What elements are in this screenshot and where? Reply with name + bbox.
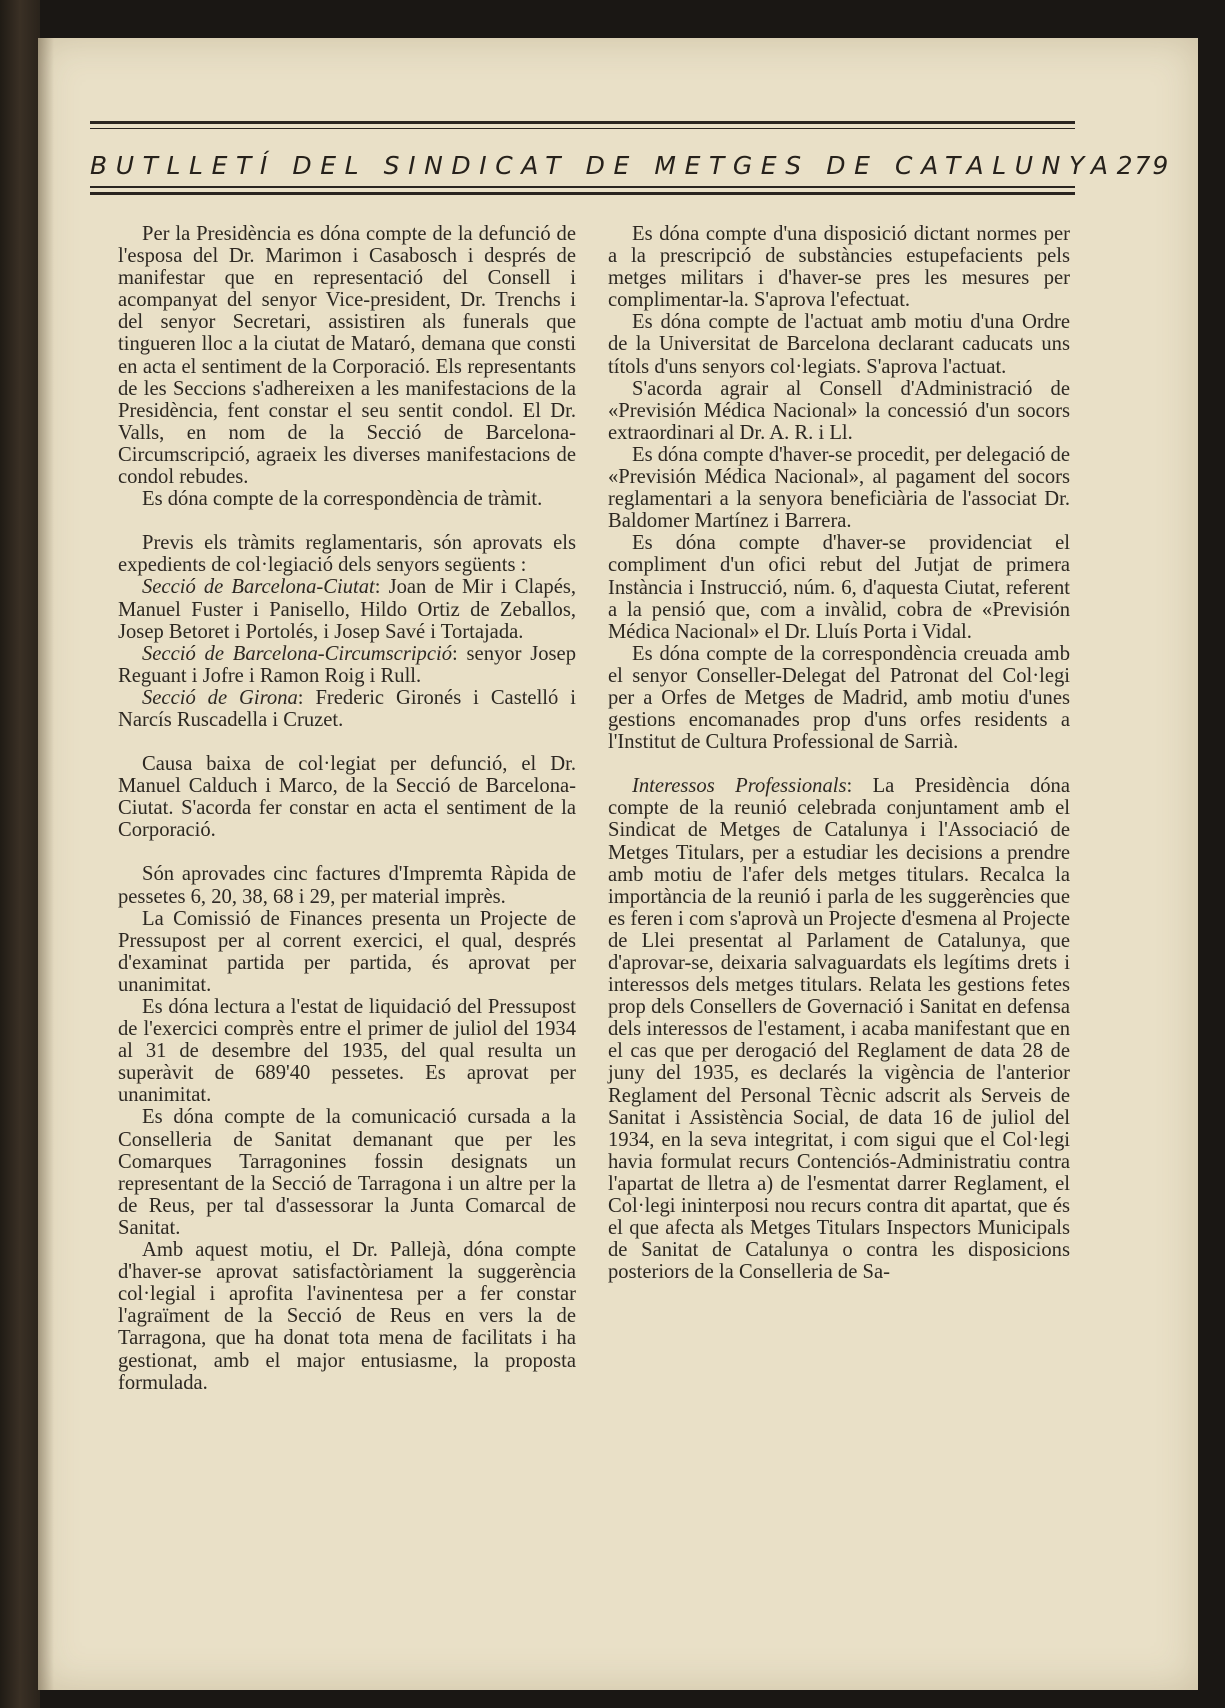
section-label: Secció de Barcelona-Circumscripció [142,642,453,665]
paragraph: Amb aquest motiu, el Dr. Pallejà, dóna compte d'haver-se aprovat satisfactòriament la suggerència col·legial i aprofita l'avinentesa per a fer constar l'agraïment de la Secció de Reus en vers la de Tarragona, que ha donat tota mena de facilitats i ha gestionat, amb el major entusiasme, la proposta formulada. [118,1239,576,1394]
paragraph: Es dóna compte de la correspondència creuada amb el senyor Conseller-Delegat del Patronat del Col·legi per a Orfes de Metges de Madrid, amb motiu d'unes gestions encomanades prop d'uns orfes residents a l'Institut de Cultura Professional de Sarrià. [608,642,1070,754]
paragraph-text: : senyor Josep Reguant i Jofre i Ramon Roig i Rull. [118,642,576,687]
page-gutter-shadow [38,38,54,1690]
paragraph [118,576,576,642]
paragraph: Es dóna compte de la comunicació cursada a la Conselleria de Sanitat demanant que per les Comarques Tarragonines fossin designats un representant de la Secció de Tarragona i un altre per la de Reus, per tal d'assessorar la Junta Comarcal de Sanitat. [118,1106,576,1239]
paragraph: Es dóna compte de l'actuat amb motiu d'una Ordre de la Universitat de Barcelona declarant caducats uns títols d'uns senyors col·legiats. S'aprova l'actuat. [608,311,1070,378]
paragraph [608,775,1070,1283]
paragraph: Són aprovades cinc factures d'Impremta Ràpida de pessetes 6, 20, 38, 68 i 29, per material imprès. [118,863,576,908]
paragraph: S'acorda agrair al Consell d'Administració de «Previsión Médica Nacional» la concessió d'un socors extraordinari al Dr. A. R. i Ll. [608,377,1070,444]
header-rule-bottom-thick [90,192,1075,195]
left-column [118,223,576,1394]
running-header [90,144,1171,186]
header-rule-bottom [90,186,1075,188]
section-label: Secció de Girona [142,686,298,709]
paragraph: Causa baixa de col·legiat per defunció, el Dr. Manuel Calduch i Marco, de la Secció de Barcelona-Ciutat. S'acorda fer constar en acta el sentiment de la Corporació. [118,753,576,842]
paragraph-text: : Frederic Gironés i Castelló i Narcís Ruscadella i Cruzet. [118,686,576,731]
paragraph-text: : Joan de Mir i Clapés, Manuel Fuster i Panisello, Hildo Ortiz de Zeballos, Josep Betoret i Portolés, i Josep Savé i Tortajada. [118,576,577,643]
paragraph: Es dóna lectura a l'estat de liquidació del Pressupost de l'exercici comprès entre el primer de juliol del 1934 al 31 de desembre del 1935, del qual resulta un superàvit de 689'40 pessetes. Es aprovat per unanimitat. [118,996,576,1107]
header-rule-top [90,121,1075,124]
paragraph-text: : La Presidència dóna compte de la reunió celebrada conjuntament amb el Sindicat de Metges de Catalunya i l'Associació de Metges Titulars, per a estudiar les decisions a prendre amb motiu de l'afer dels metges titulars. Recalca la importància de la reunió i parla de les suggerències que es feren i com s'aprovà un Projecte d'esmena al Projecte de Llei presentat al Parlament de Catalunya, que d'aprovar-se, deixaria salvaguardats els legítims drets i interessos dels metges titulars. Relata les gestions fetes prop dels Consellers de Governació i Sanitat en defensa dels interessos de l'estament, i acaba manifestant que en el cas que per derogació del Reglament de data 28 de juny del 1935, es declarés la vigència de l'anterior Reglament del Personal Tècnic adscrit als Serveis de Sanitat i Assistència Social, de data 16 de juliol del 1934, en la seva integritat, i com sigui que el Col·legi havia formulat recurs Contenciós-Administratiu contra l'apartat de lletra a) de l'esmentat darrer Reglament, el Col·legi ininterposi nou recurs contra dit apartat, que és el que afecta als Metges Titulars Inspectors Municipals de Sanitat de Catalunya o contra les disposicions posteriors de la Conselleria de Sa- [608,775,1070,1284]
paragraph: Previs els tràmits reglamentaris, són aprovats els expedients de col·legiació dels senyors següents : [118,532,576,577]
paragraph [118,643,576,687]
page-number: 279 [1116,150,1171,180]
paragraph: Es dóna compte d'haver-se procedit, per delegació de «Previsión Médica Nacional», al pagament del socors reglamentari a la senyora beneficiària de l'associat Dr. Baldomer Martínez i Barrera. [608,443,1070,533]
paragraph: Es dóna compte de la correspondència de tràmit. [142,488,543,511]
paragraph: La Comissió de Finances presenta un Projecte de Pressupost per al corrent exercici, el qual, després d'examinat partida per partida, és aprovat per unanimitat. [118,907,576,996]
paragraph [118,687,576,731]
section-label: Interessos Professionals [632,775,847,798]
book-binding [0,0,40,1708]
right-column [608,223,1070,1283]
section-label: Secció de Barcelona-Ciutat [142,576,375,599]
paragraph: Es dóna compte d'una disposició dictant normes per a la prescripció de substàncies estupefacients pels metges militars i d'haver-se pres les mesures per complimentar-la. S'aprova l'efectuat. [608,223,1070,312]
paragraph: Es dóna compte d'haver-se providenciat el compliment d'un ofici rebut del Jutjat de primera Instància i Instrucció, núm. 6, d'aquesta Ciutat, referent a la pensió que, com a invàlid, cobra de «Previsión Médica Nacional» el Dr. Lluís Porta i Vidal. [608,532,1070,643]
paragraph: Per la Presidència es dóna compte de la defunció de l'esposa del Dr. Marimon i Casabosch i després de manifestar que en representació del Consell i acompanyat del senyor Vice-president, Dr. Trenchs i del senyor Secretari, assistiren als funerals que tingueren lloc a la ciutat de Mataró, demana que consti en acta el sentiment de la Corporació. Els representants de les Seccions s'adhereixen a les manifestacions de la Presidència, fent constar el seu sentit condol. El Dr. Valls, en nom de la Secció de Barcelona-Circumscripció, agraeix les diverses manifestacions de condol rebudes. [118,223,576,489]
journal-title: BUTLLETÍ DEL SINDICAT DE METGES DE CATALUNYA [90,150,1117,180]
header-rule-top-thin [90,128,1075,129]
document-page [38,38,1198,1690]
